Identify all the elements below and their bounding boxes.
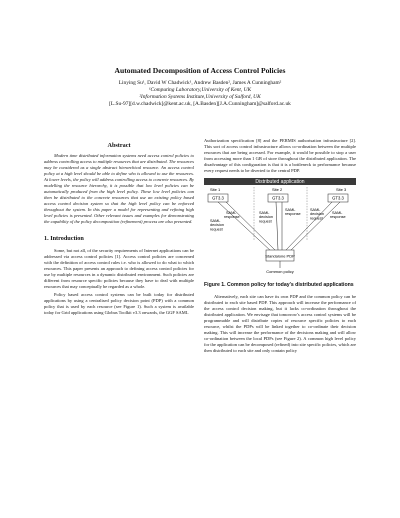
right-paragraph-1: Authorization specification [8] and the PERMIS authorisation infrastructure [2]. This sort of access control infrastructure allows co-ordination between the multiple resources that are being accessed. For example, it would be possible to stop a user from accessing more than 1 GB of store throughout the distributed application. The disadvantage of this configuration is that it is a bottleneck to performance because every request needs to be diverted to the central PDP. [204,138,356,173]
abstract-heading: Abstract [107,142,131,149]
saml-response-2: SAML response [285,208,301,217]
gt-box-2-label: GT3.3 [272,195,284,201]
affiliation-2: ²Information Systems Institute,University of Salford, UK [139,94,261,100]
saml-request-3: SAML decision request [310,208,324,221]
saml-request-2: SAML decision request [259,211,273,224]
gt-box-1-label: GT3.3 [212,195,224,201]
site-3-label: Site 3 [336,187,347,192]
right-paragraph-2: Alternatively, each site can have its own PDP and the common policy can be distributed to each site based PDP. This approach will increase the performance of the access control decision making, but it lacks co-ordination throughout the distributed application. We envisage that tomorrow's access control systems will be programmable and will distribute copies of resource specific policies to each resource, whilst the PDPs will be linked together to co-ordinate their decision making. This will increase the performance of the decisions making and will allow co-ordination between the local PDPs (see Figure 2). A common high level policy for the application can be decomposed (refined) into site specific policies, which are then distributed to each site and only contain policy [204,294,356,354]
banner-label: Distributed application [255,179,305,186]
paper-title: Automated Decomposition of Access Control Policies [114,66,286,75]
left-column [44,142,194,318]
intro-paragraph-2: Policy based access control systems can be built today for distributed applications by using a centralised policy decision point (PDP) with a common policy that is used by each resource (see Figure 1). Such a system is available today for Grid applications using Globus Toolkit v3.3 onwards, the GGF SAML [44,292,194,315]
site-2-label: Site 2 [272,187,283,192]
arrow-site2-request [276,202,278,250]
intro-heading: 1. Introduction [44,235,84,242]
gt-box-3-label: GT3.3 [332,195,344,201]
authors-line: Linying Su¹, David W Chadwick¹, Andrew Basden², James A Cunningham² [118,80,282,86]
figure-1-caption: Figure 1. Common policy for today's distributed applications [204,282,354,288]
site-1-label: Site 1 [210,187,221,192]
common-policy-label: Common policy [266,269,294,274]
saml-response-1: SAML response [224,211,240,220]
figure-1-diagram [204,178,356,278]
affiliation-1: ¹Computing Laboratory,University of Kent, UK [148,87,252,93]
standalone-pdp-label: Standalone PDP [265,253,295,259]
right-column [204,138,356,356]
saml-response-3: SAML response [330,211,346,220]
figure-1 [204,178,356,278]
author-block [0,80,400,108]
saml-request-1: SAML decision request [210,219,224,232]
arrow-site1-request [218,202,272,252]
author-emails: [L.Su-97][d.w.chadwick]@kent.ac.uk, [A.Basden][J.A.Cunningham]@salford.ac.uk [109,101,291,107]
abstract-text: Modern time distributed information systems need access control policies to address controlling access to multiple resources that are distributed. The resources may be considered as a single abstract hierarchical resource. An access control policy at a high level should be able to define who is allowed to use the resources. At lower levels, the policy will address controlling access to concrete resources. By modelling the resource hierarchy, it is possible that low level policies can be automatically produced from the high level policy. These low level policies can then be distributed to the concrete resources that use an existing policy based access control decision system so that the high level policy can be enforced throughout the system. In this paper a model for representing and refining high level policies is presented. Other relevant issues and examples for demonstrating the capability of the policy decomposition (refinement) process are also presented. [44,153,194,224]
arrow-site1-response [226,202,275,250]
intro-paragraph-1: Some, but not all, of the security requirements of Internet applications can be addressed via access control policies [1]. Access control policies are concerned with the definition of access control rules i.e. who is allowed to do what to which resources. This paper presents an approach to defining access control policies for use by multiple resources in a dynamic distributed environment. Such policies are different from resource specific policies because they have to deal with multiple resources that may conceptually be regarded as a whole. [44,248,194,289]
